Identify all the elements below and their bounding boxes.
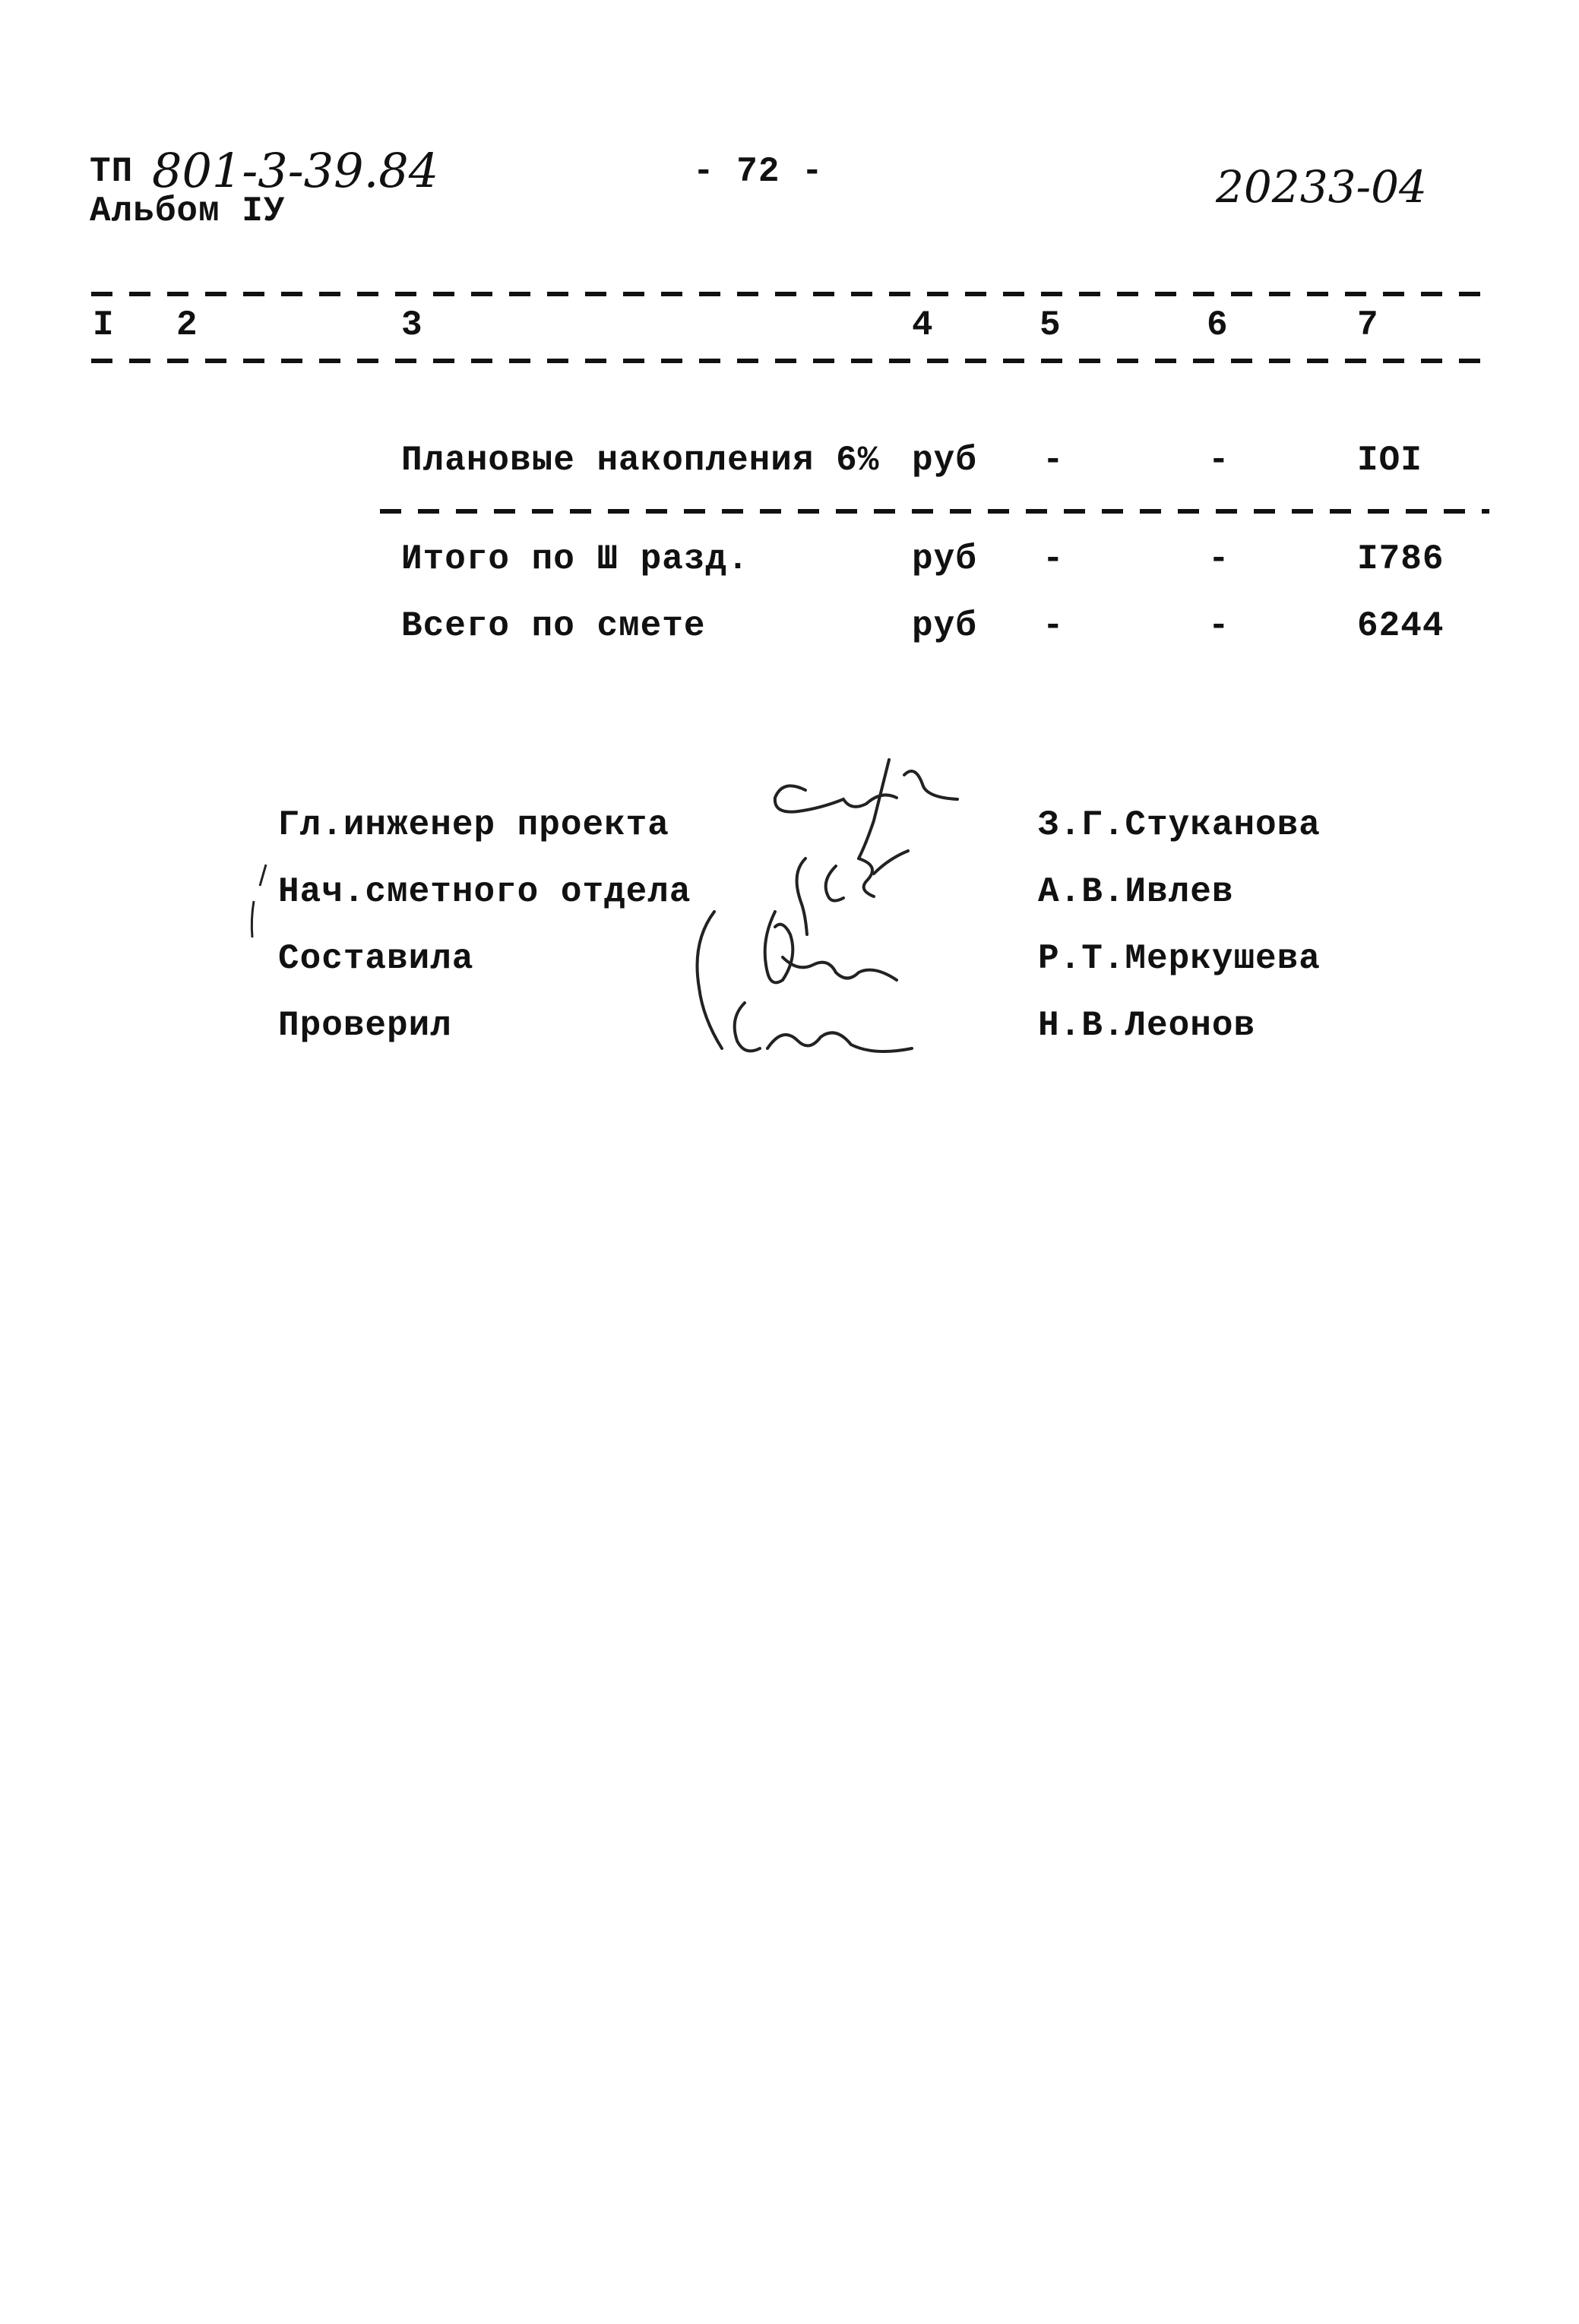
column-header: 7	[1357, 305, 1379, 345]
row-name: Плановые накопления 6%	[401, 441, 880, 480]
signatory-name: Р.Т.Меркушева	[1038, 939, 1321, 979]
handwritten-signature	[669, 896, 942, 1071]
column-header: 4	[912, 305, 934, 345]
doc-code-number: 801-3-39.84	[152, 143, 439, 198]
row-name: Всего по смете	[401, 606, 706, 646]
signatory-role: Гл.инженер проекта	[278, 805, 669, 845]
row-col5: -	[1043, 441, 1065, 480]
row-name: Итого по Ш разд.	[401, 539, 749, 579]
signatory-role: Проверил	[278, 1006, 452, 1045]
page-number: - 72 -	[693, 152, 824, 191]
doc-code-prefix: ТП	[90, 152, 134, 191]
signatory-role: Составила	[278, 939, 474, 979]
row-unit: руб	[912, 441, 977, 480]
column-header: 2	[176, 305, 198, 345]
row-col6: -	[1208, 539, 1230, 579]
row-col7: IOI	[1357, 441, 1422, 480]
row-col6: -	[1208, 606, 1230, 646]
row-unit: руб	[912, 606, 977, 646]
album-label: Альбом IУ	[90, 191, 286, 231]
column-header: 6	[1207, 305, 1229, 345]
row-unit: руб	[912, 539, 977, 579]
column-header: 3	[401, 305, 423, 345]
row-col7: I786	[1357, 539, 1445, 579]
doc-number: 20233-04	[1216, 161, 1427, 213]
row-col7: 6244	[1357, 606, 1445, 646]
signatory-role: Нач.сметного отдела	[278, 872, 691, 912]
signatory-name: Н.В.Леонов	[1038, 1006, 1256, 1045]
row-col5: -	[1043, 539, 1065, 579]
row-col5: -	[1043, 606, 1065, 646]
column-header: I	[93, 305, 115, 345]
subtotal-rule	[380, 509, 1489, 514]
signatory-name: З.Г.Стуканова	[1038, 805, 1321, 845]
header-bottom-rule	[91, 359, 1489, 363]
signatory-name: А.В.Ивлев	[1038, 872, 1234, 912]
column-header: 5	[1039, 305, 1062, 345]
row-col6: -	[1208, 441, 1230, 480]
margin-mark	[237, 858, 283, 972]
header-top-rule	[91, 292, 1489, 296]
